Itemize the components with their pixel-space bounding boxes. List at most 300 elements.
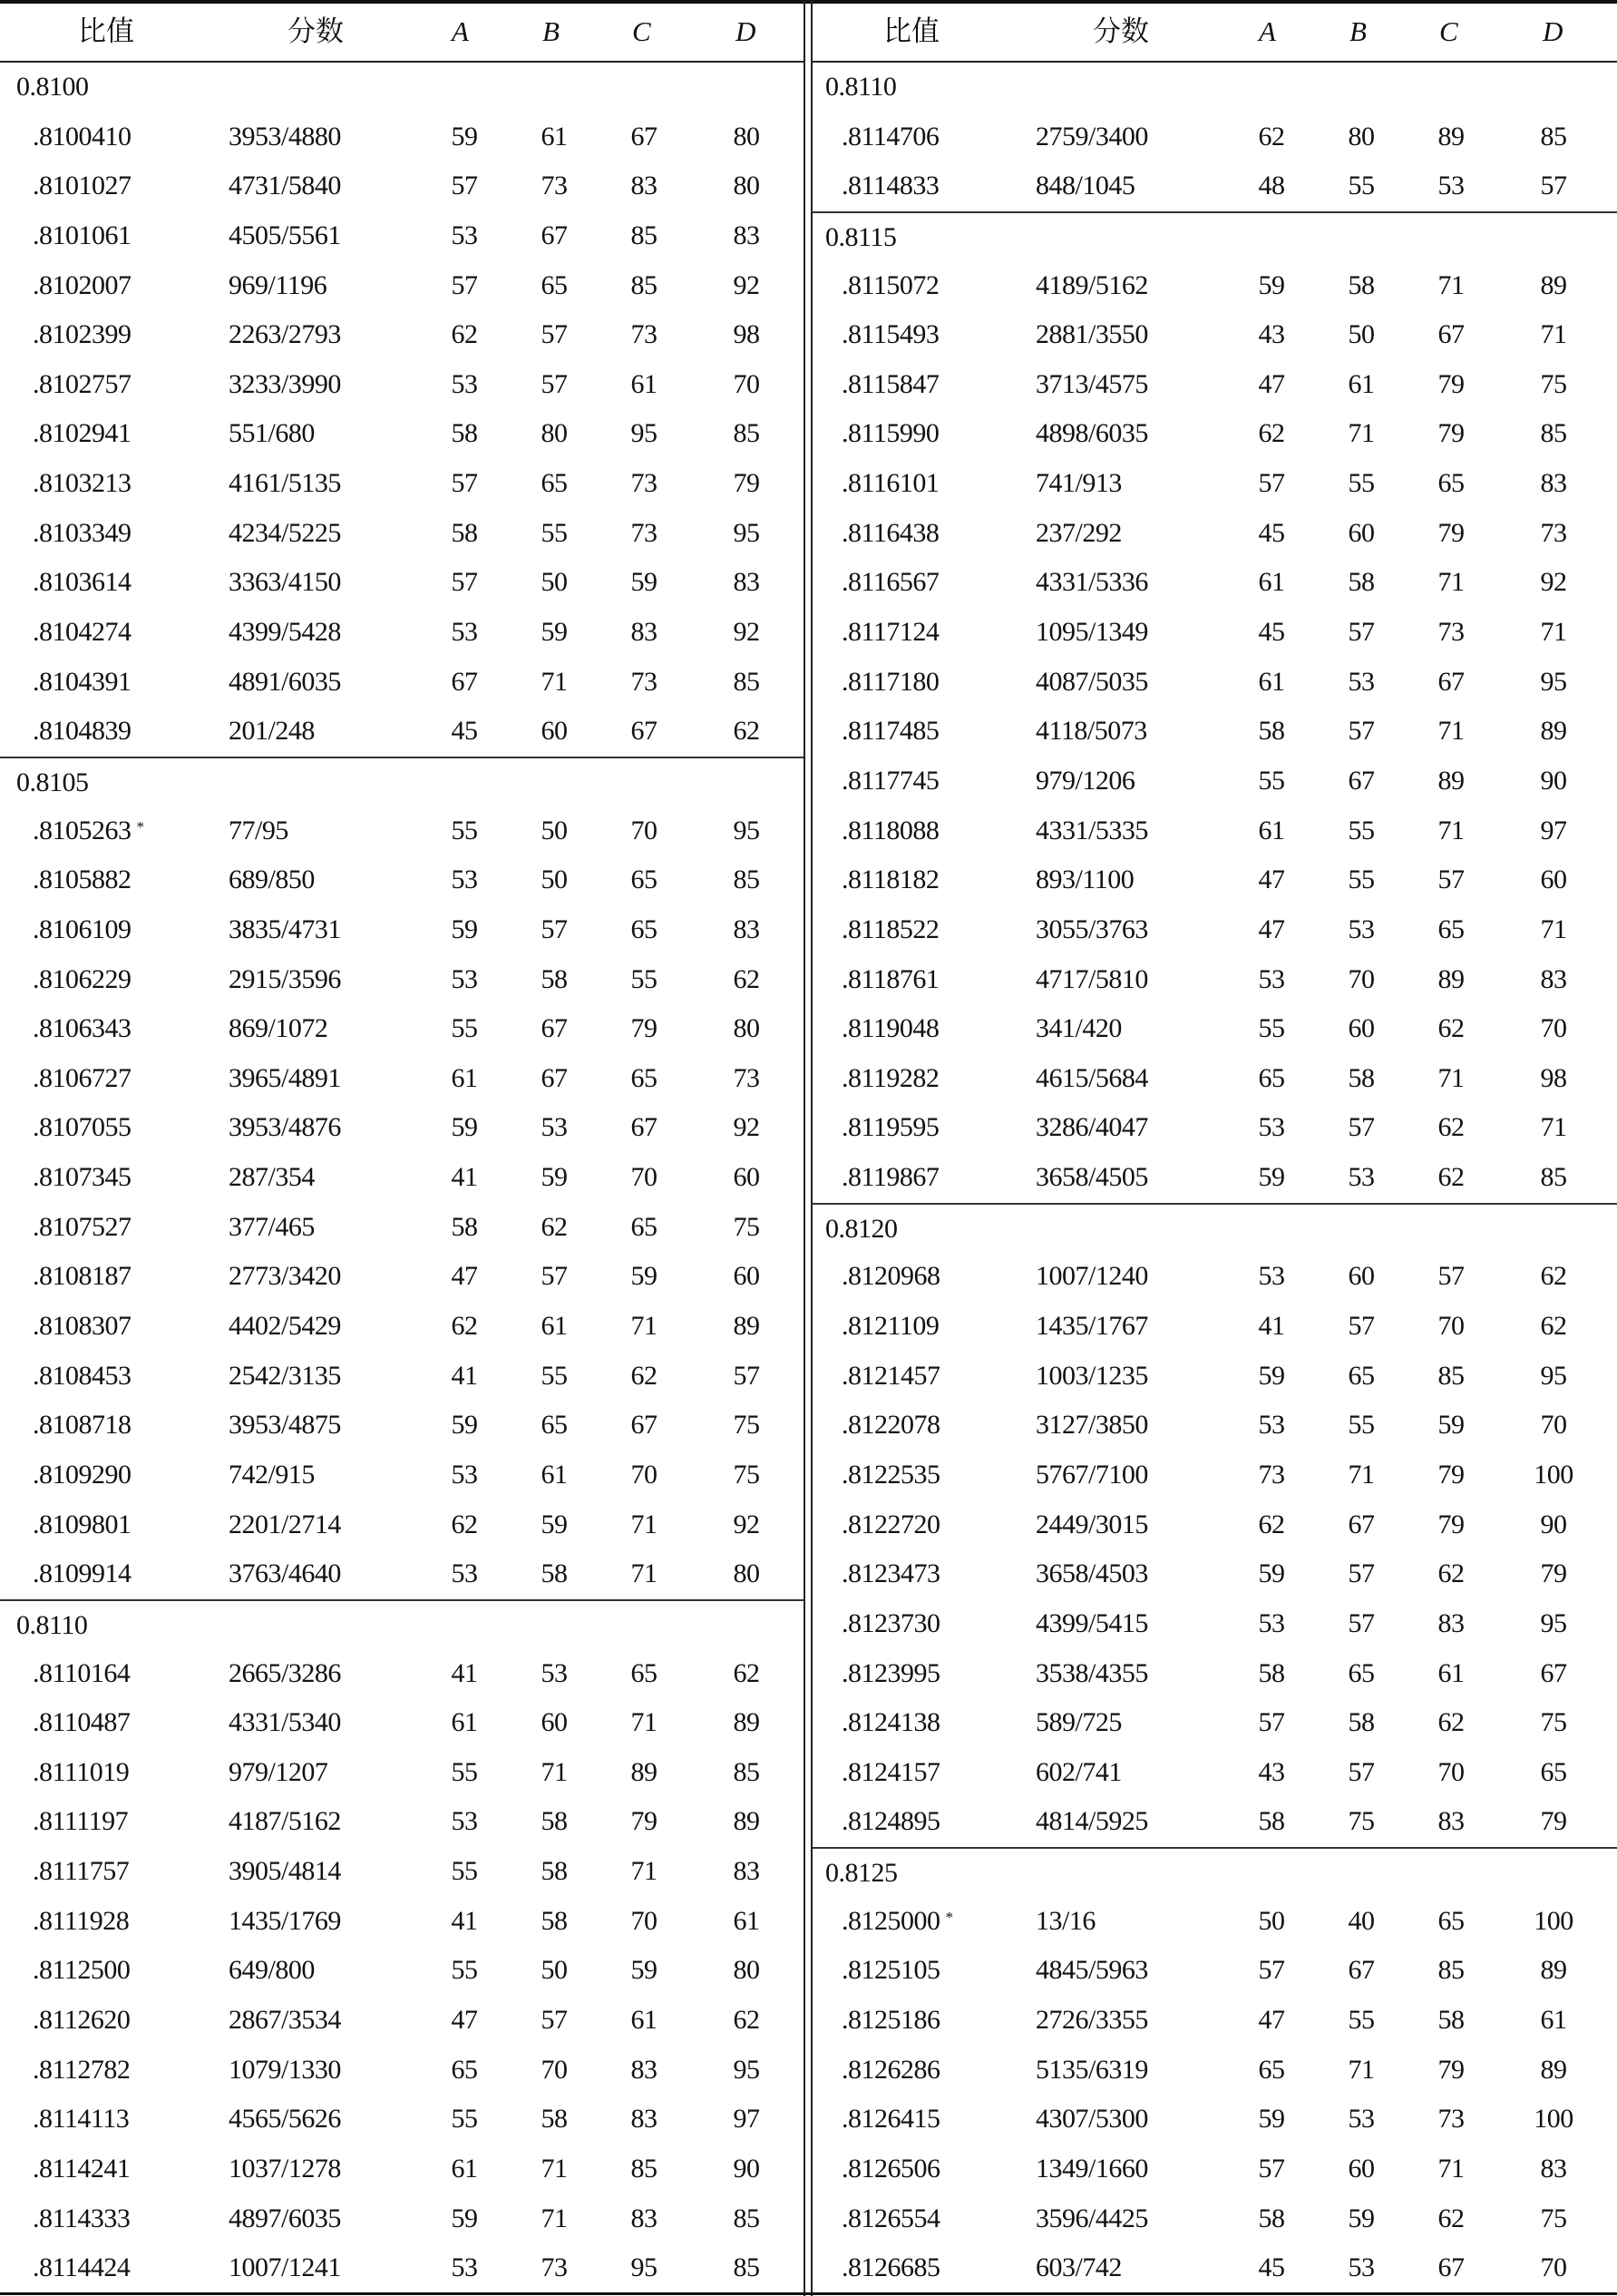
- c-cell: 73: [1437, 617, 1465, 648]
- fraction-cell: 3905/4814: [229, 1856, 341, 1887]
- d-cell: 79: [1540, 1806, 1567, 1837]
- table-row: [0, 707, 804, 757]
- fraction-cell: 4731/5840: [229, 171, 341, 201]
- a-cell: 59: [451, 121, 478, 151]
- ratio-cell: [842, 667, 939, 698]
- table-row: [0, 1004, 804, 1054]
- d-cell: 75: [733, 1459, 760, 1490]
- table-row: [813, 1797, 1617, 1847]
- ratio-cell: [842, 1806, 940, 1837]
- fraction-cell: 2867/3534: [229, 2004, 341, 2035]
- c-cell: 79: [1437, 1509, 1465, 1539]
- ratio-cell: [842, 1558, 940, 1589]
- fraction-cell: 2449/3015: [1036, 1509, 1148, 1539]
- table-row: [813, 1153, 1617, 1203]
- header-c: C: [1439, 15, 1458, 47]
- a-cell: 61: [1258, 666, 1285, 697]
- ratio-value: .8117180: [842, 666, 940, 697]
- ratio-cell: [33, 716, 132, 747]
- ratio-cell: [33, 1906, 129, 1937]
- b-cell: 58: [541, 1856, 568, 1887]
- table-row: [0, 2095, 804, 2145]
- ratio-cell: [842, 2154, 940, 2184]
- fraction-cell: 1007/1240: [1036, 1261, 1148, 1292]
- b-cell: 80: [1348, 121, 1375, 151]
- ratio-value: .8107055: [33, 1112, 132, 1143]
- b-cell: 67: [1348, 765, 1375, 796]
- c-cell: 61: [630, 368, 658, 399]
- b-cell: 70: [541, 2054, 568, 2085]
- ratio-cell: [33, 220, 132, 251]
- ratio-cell: [33, 1460, 132, 1490]
- b-cell: 67: [541, 1013, 568, 1044]
- fraction-cell: 979/1207: [229, 1756, 328, 1787]
- ratio-cell: [842, 1013, 939, 1044]
- fraction-cell: 13/16: [1036, 1905, 1096, 1936]
- d-cell: 100: [1534, 1905, 1573, 1936]
- ratio-cell: [842, 1906, 953, 1937]
- ratio-value: .8105882: [33, 865, 132, 895]
- ratio-cell: [33, 171, 132, 201]
- table-row: [0, 1352, 804, 1402]
- ratio-value: .8119282: [842, 1062, 940, 1093]
- ratio-value: .8104839: [33, 716, 132, 747]
- b-cell: 65: [541, 1410, 568, 1441]
- b-cell: 60: [1348, 517, 1375, 548]
- c-cell: 85: [630, 220, 658, 250]
- a-cell: 43: [1258, 1756, 1285, 1787]
- a-cell: 59: [1258, 1360, 1285, 1391]
- c-cell: 57: [1437, 865, 1465, 895]
- table-row: [0, 1302, 804, 1352]
- fraction-cell: 3233/3990: [229, 368, 341, 399]
- fraction-cell: 2542/3135: [229, 1360, 341, 1391]
- a-cell: 62: [1258, 1509, 1285, 1539]
- c-cell: 71: [630, 1311, 658, 1342]
- b-cell: 57: [541, 1261, 568, 1292]
- b-cell: 55: [1348, 815, 1375, 845]
- c-cell: 95: [630, 2252, 658, 2283]
- b-cell: 57: [541, 319, 568, 350]
- ratio-value: .8114333: [33, 2203, 131, 2233]
- d-cell: 89: [733, 1806, 760, 1837]
- a-cell: 59: [1258, 1162, 1285, 1193]
- table-row: [0, 2194, 804, 2244]
- a-cell: 61: [1258, 567, 1285, 598]
- b-cell: 61: [541, 1311, 568, 1342]
- c-cell: 59: [630, 1955, 658, 1986]
- c-cell: 59: [1437, 1410, 1465, 1441]
- ratio-cell: [842, 1112, 939, 1143]
- ratio-cell: [842, 2104, 940, 2135]
- b-cell: 71: [1348, 2054, 1375, 2085]
- fraction-cell: 3286/4047: [1036, 1112, 1148, 1143]
- ratio-cell: [33, 667, 132, 698]
- fraction-cell: 237/292: [1036, 517, 1122, 548]
- b-cell: 53: [1348, 2104, 1375, 2135]
- c-cell: 71: [630, 1509, 658, 1539]
- fraction-cell: 3596/4425: [1036, 2203, 1148, 2233]
- ratio-value: .8119867: [842, 1162, 940, 1193]
- footnote-asterisk: *: [945, 1908, 953, 1926]
- fraction-cell: 4565/5626: [229, 2104, 341, 2135]
- ratio-value: .8126554: [842, 2203, 940, 2233]
- a-cell: 53: [1258, 1112, 1285, 1143]
- left-table-half: [0, 4, 804, 2292]
- ratio-cell: [33, 1558, 132, 1589]
- c-cell: 73: [630, 666, 658, 697]
- ratio-value: .8114241: [33, 2153, 131, 2184]
- ratio-cell: [842, 418, 939, 449]
- d-cell: 80: [733, 121, 760, 151]
- table-row: [813, 1649, 1617, 1699]
- c-cell: 71: [1437, 567, 1465, 598]
- fraction-cell: 5767/7100: [1036, 1459, 1148, 1490]
- a-cell: 61: [451, 1707, 478, 1738]
- fraction-cell: 3953/4876: [229, 1112, 341, 1143]
- a-cell: 55: [451, 1756, 478, 1787]
- a-cell: 50: [1258, 1905, 1285, 1936]
- d-cell: 85: [733, 1756, 760, 1787]
- a-cell: 47: [451, 1261, 478, 1292]
- ratio-cell: [842, 964, 939, 995]
- b-cell: 55: [541, 1360, 568, 1391]
- c-cell: 85: [630, 269, 658, 300]
- d-cell: 85: [733, 666, 760, 697]
- b-cell: 59: [1348, 2203, 1375, 2233]
- ratio-cell: [33, 418, 132, 449]
- header-fraction: 分数: [287, 15, 344, 47]
- d-cell: 61: [1540, 2004, 1567, 2035]
- fraction-cell: 4897/6035: [229, 2203, 341, 2233]
- d-cell: 70: [1540, 1410, 1567, 1441]
- c-cell: 89: [1437, 963, 1465, 994]
- ratio-cell: [842, 816, 939, 846]
- ratio-value: .8117124: [842, 617, 940, 648]
- fraction-cell: 1007/1241: [229, 2252, 341, 2283]
- fraction-cell: 3658/4503: [1036, 1558, 1148, 1589]
- b-cell: 71: [541, 2203, 568, 2233]
- ratio-cell: [842, 518, 939, 549]
- d-cell: 57: [1540, 171, 1567, 201]
- d-cell: 62: [733, 1657, 760, 1688]
- fraction-cell: 893/1100: [1036, 865, 1135, 895]
- b-cell: 57: [1348, 1112, 1375, 1143]
- fraction-cell: 2726/3355: [1036, 2004, 1148, 2035]
- b-cell: 58: [1348, 1062, 1375, 1093]
- a-cell: 62: [1258, 121, 1285, 151]
- ratio-cell: [33, 1806, 128, 1837]
- d-cell: 92: [733, 269, 760, 300]
- table-row: [0, 2243, 804, 2293]
- table-row: [0, 1401, 804, 1451]
- ratio-cell: [842, 122, 939, 152]
- c-cell: 95: [630, 418, 658, 449]
- d-cell: 85: [733, 2252, 760, 2283]
- b-cell: 53: [541, 1112, 568, 1143]
- b-cell: 67: [1348, 1955, 1375, 1986]
- ratio-cell: [33, 1063, 132, 1094]
- d-cell: 80: [733, 1558, 760, 1589]
- ratio-value: .8110487: [33, 1707, 131, 1738]
- c-cell: 67: [630, 1410, 658, 1441]
- c-cell: 79: [1437, 368, 1465, 399]
- d-cell: 90: [1540, 765, 1567, 796]
- a-cell: 41: [451, 1905, 478, 1936]
- table-row: [0, 1698, 804, 1748]
- ratio-value: .8108187: [33, 1261, 132, 1292]
- fraction-cell: 2881/3550: [1036, 319, 1148, 350]
- b-cell: 40: [1348, 1905, 1375, 1936]
- c-cell: 70: [630, 1459, 658, 1490]
- ratio-value: .8118088: [842, 815, 940, 845]
- d-cell: 95: [1540, 1360, 1567, 1391]
- ratio-cell: [842, 1361, 940, 1392]
- ratio-value: .8116101: [842, 468, 940, 499]
- header-d: D: [735, 15, 756, 47]
- table-row: [813, 1302, 1617, 1352]
- ratio-value: .8101061: [33, 220, 132, 250]
- b-cell: 57: [1348, 1558, 1375, 1589]
- d-cell: 60: [733, 1261, 760, 1292]
- fraction-cell: 77/95: [229, 815, 288, 845]
- ratio-value: .8116438: [842, 517, 940, 548]
- header-b: B: [542, 15, 560, 47]
- d-cell: 89: [1540, 1955, 1567, 1986]
- a-cell: 53: [451, 2252, 478, 2283]
- ratio-cell: [33, 468, 132, 499]
- ratio-value: .8122078: [842, 1410, 940, 1441]
- table-row: [813, 1352, 1617, 1402]
- fraction-cell: 3363/4150: [229, 567, 341, 598]
- header-ratio: 比值: [78, 15, 134, 47]
- ratio-cell: [33, 1013, 132, 1044]
- header-a: A: [1259, 15, 1276, 47]
- table-row: [813, 1500, 1617, 1550]
- a-cell: 73: [1258, 1459, 1285, 1490]
- a-cell: 48: [1258, 171, 1285, 201]
- b-cell: 58: [541, 2104, 568, 2135]
- c-cell: 67: [630, 716, 658, 747]
- table-row: [813, 1451, 1617, 1500]
- table-row: [813, 459, 1617, 509]
- b-cell: 67: [1348, 1509, 1375, 1539]
- ratio-cell: [842, 1757, 940, 1788]
- ratio-cell: [33, 567, 132, 598]
- table-row: [813, 1054, 1617, 1104]
- fraction-cell: 2759/3400: [1036, 121, 1148, 151]
- c-cell: 62: [1437, 1558, 1465, 1589]
- column-divider-left-rule: [804, 0, 805, 2296]
- c-cell: 79: [630, 1806, 658, 1837]
- c-cell: 71: [1437, 815, 1465, 845]
- b-cell: 50: [1348, 319, 1375, 350]
- c-cell: 71: [1437, 1062, 1465, 1093]
- b-cell: 71: [541, 666, 568, 697]
- table-row: [813, 608, 1617, 658]
- ratio-value: .8124138: [842, 1707, 940, 1738]
- a-cell: 55: [451, 2104, 478, 2135]
- fraction-cell: 201/248: [229, 716, 315, 747]
- fraction-cell: 4307/5300: [1036, 2104, 1148, 2135]
- a-cell: 65: [1258, 1062, 1285, 1093]
- c-cell: 83: [1437, 1806, 1465, 1837]
- ratio-value: .8115072: [842, 269, 940, 300]
- b-cell: 57: [541, 368, 568, 399]
- c-cell: 79: [1437, 2054, 1465, 2085]
- table-row: [813, 1996, 1617, 2046]
- table-row: [813, 707, 1617, 757]
- fraction-cell: 4402/5429: [229, 1311, 341, 1342]
- c-cell: 79: [1437, 1459, 1465, 1490]
- ratio-value: .8107345: [33, 1162, 132, 1193]
- ratio-value: .8118182: [842, 865, 940, 895]
- ratio-value: .8126685: [842, 2252, 940, 2283]
- a-cell: 41: [451, 1360, 478, 1391]
- d-cell: 85: [733, 865, 760, 895]
- c-cell: 83: [630, 2054, 658, 2085]
- b-cell: 57: [1348, 1311, 1375, 1342]
- ratio-value: .8111197: [33, 1806, 129, 1837]
- d-cell: 71: [1540, 1112, 1567, 1143]
- table-row: [813, 1599, 1617, 1649]
- a-cell: 55: [451, 1856, 478, 1887]
- d-cell: 70: [1540, 1013, 1567, 1044]
- ratio-cell: [33, 369, 132, 400]
- c-cell: 73: [630, 319, 658, 350]
- fraction-cell: 1349/1660: [1036, 2153, 1148, 2184]
- d-cell: 92: [733, 1509, 760, 1539]
- c-cell: 70: [1437, 1311, 1465, 1342]
- b-cell: 59: [541, 617, 568, 648]
- fraction-cell: 3953/4875: [229, 1410, 341, 1441]
- c-cell: 71: [630, 1558, 658, 1589]
- ratio-value: .8121109: [842, 1311, 940, 1342]
- ratio-cell: [842, 1261, 940, 1292]
- fraction-cell: 969/1196: [229, 269, 327, 300]
- d-cell: 80: [733, 171, 760, 201]
- a-cell: 45: [1258, 617, 1285, 648]
- table-row: [813, 855, 1617, 905]
- fraction-cell: 3658/4505: [1036, 1162, 1148, 1193]
- table-row: [813, 1748, 1617, 1798]
- ratio-value: .8125186: [842, 2004, 940, 2035]
- a-cell: 59: [451, 914, 478, 944]
- fraction-cell: 602/741: [1036, 1756, 1122, 1787]
- b-cell: 58: [541, 1558, 568, 1589]
- a-cell: 45: [1258, 517, 1285, 548]
- fraction-cell: 1095/1349: [1036, 617, 1148, 648]
- group-label: 0.8100: [16, 72, 89, 102]
- a-cell: 47: [451, 2004, 478, 2035]
- a-cell: 62: [451, 1509, 478, 1539]
- group-label: 0.8105: [16, 767, 89, 797]
- table-row: [0, 905, 804, 955]
- b-cell: 80: [541, 418, 568, 449]
- ratio-value: .8118761: [842, 963, 940, 994]
- header-d: D: [1543, 15, 1563, 47]
- b-cell: 50: [541, 567, 568, 598]
- group-header-row: [813, 1847, 1617, 1897]
- c-cell: 73: [630, 468, 658, 499]
- ratio-value: .8109801: [33, 1509, 132, 1539]
- fraction-cell: 4898/6035: [1036, 418, 1148, 449]
- c-cell: 67: [1437, 666, 1465, 697]
- ratio-value: .8123995: [842, 1657, 940, 1688]
- table-row: [0, 161, 804, 211]
- c-cell: 62: [1437, 1112, 1465, 1143]
- a-cell: 53: [451, 220, 478, 250]
- table-row: [0, 211, 804, 261]
- ratio-cell: [842, 171, 939, 201]
- a-cell: 47: [1258, 368, 1285, 399]
- ratio-value: .8126506: [842, 2153, 940, 2184]
- fraction-cell: 3055/3763: [1036, 914, 1148, 944]
- a-cell: 67: [451, 666, 478, 697]
- d-cell: 85: [1540, 418, 1567, 449]
- c-cell: 65: [630, 1657, 658, 1688]
- ratio-cell: [33, 617, 132, 648]
- d-cell: 75: [1540, 1707, 1567, 1738]
- ratio-cell: [33, 1212, 132, 1243]
- b-cell: 59: [541, 1162, 568, 1193]
- b-cell: 70: [1348, 963, 1375, 994]
- table-row: [0, 1500, 804, 1550]
- table-row: [813, 757, 1617, 806]
- table-row: [0, 459, 804, 509]
- group-label: 0.8110: [16, 1609, 88, 1640]
- table-row: [0, 1203, 804, 1253]
- table-row: [813, 112, 1617, 162]
- d-cell: 92: [1540, 567, 1567, 598]
- ratio-value: .8110164: [33, 1657, 131, 1688]
- ratio-cell: [842, 319, 939, 350]
- b-cell: 57: [541, 2004, 568, 2035]
- fraction-cell: 4399/5428: [229, 617, 341, 648]
- table-row: [0, 1451, 804, 1500]
- a-cell: 53: [1258, 963, 1285, 994]
- b-cell: 67: [541, 1062, 568, 1093]
- table-row: [0, 558, 804, 608]
- d-cell: 85: [1540, 1162, 1567, 1193]
- d-cell: 65: [1540, 1756, 1567, 1787]
- b-cell: 65: [1348, 1360, 1375, 1391]
- a-cell: 58: [451, 418, 478, 449]
- d-cell: 79: [733, 468, 760, 499]
- fraction-cell: 3953/4880: [229, 121, 341, 151]
- fraction-cell: 1079/1330: [229, 2054, 341, 2085]
- b-cell: 73: [541, 171, 568, 201]
- ratio-cell: [842, 914, 939, 945]
- a-cell: 53: [1258, 1410, 1285, 1441]
- table-row: [0, 806, 804, 856]
- ratio-cell: [842, 1707, 940, 1738]
- c-cell: 67: [630, 1112, 658, 1143]
- b-cell: 61: [541, 121, 568, 151]
- fraction-cell: 4087/5035: [1036, 666, 1148, 697]
- b-cell: 55: [1348, 2004, 1375, 2035]
- table-row: [813, 955, 1617, 1005]
- ratio-value: .8115990: [842, 418, 940, 449]
- c-cell: 71: [1437, 269, 1465, 300]
- a-cell: 57: [1258, 1955, 1285, 1986]
- ratio-value: .8122535: [842, 1459, 940, 1490]
- ratio-value: .8103614: [33, 567, 132, 598]
- table-row: [813, 2194, 1617, 2244]
- d-cell: 90: [1540, 1509, 1567, 1539]
- header-b: B: [1349, 15, 1367, 47]
- fraction-cell: 2915/3596: [229, 963, 341, 994]
